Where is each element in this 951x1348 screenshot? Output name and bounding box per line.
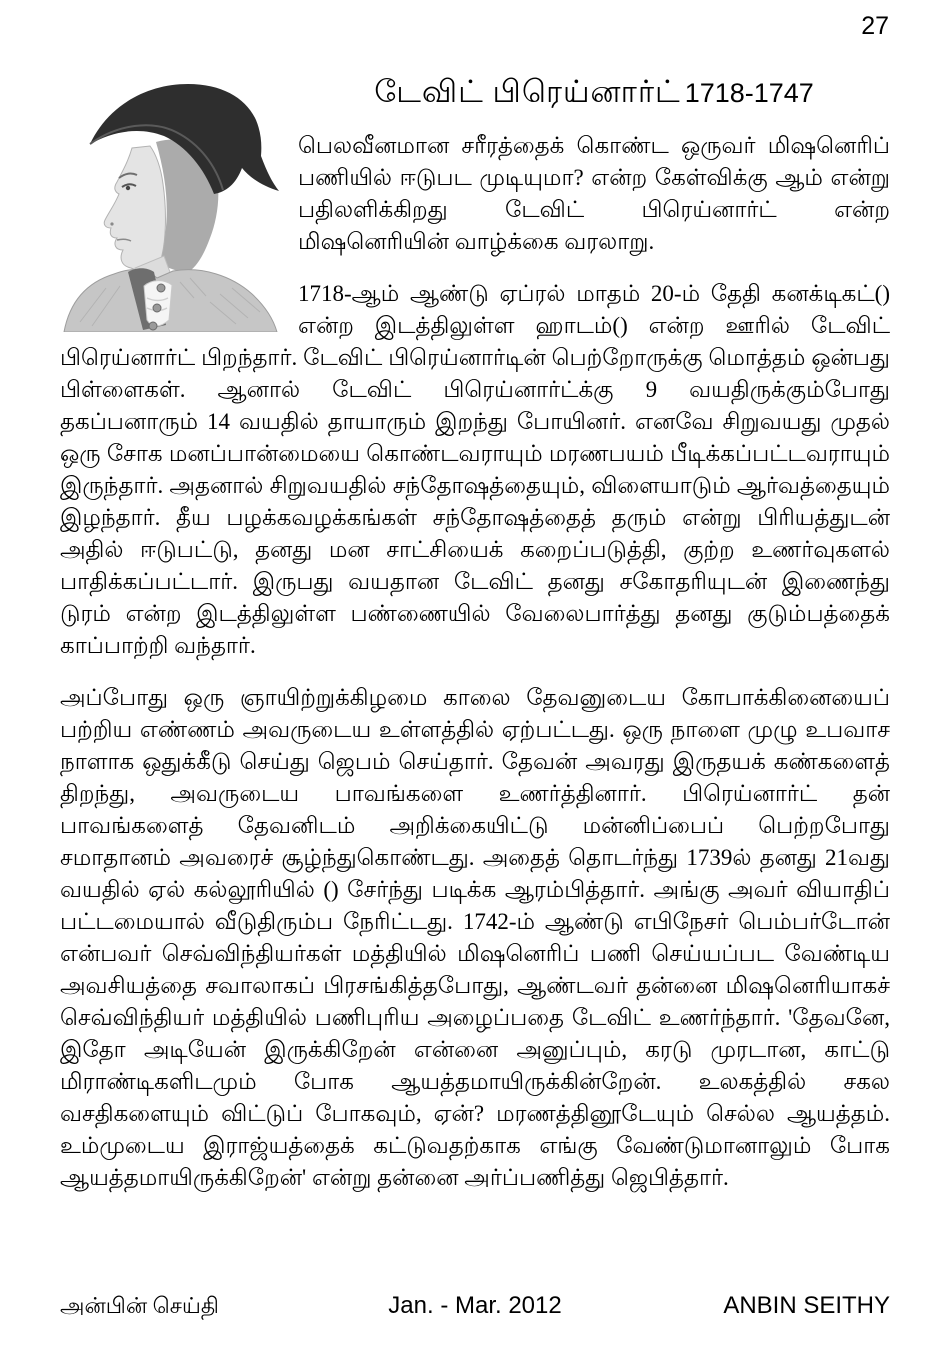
david-brainerd-portrait-sketch (60, 72, 282, 332)
footer-journal-tamil: அன்பின் செய்தி (60, 1293, 219, 1318)
intro-paragraph: பெலவீனமான சரீரத்தைக் கொண்ட ஒருவர் மிஷனெரிப் பணியில் ஈடுபட முடியுமா? என்ற கேள்விக்கு ஆம் என்று பதிலளிக்கிறது டேவிட் பிரெய்னார்ட் என்ற மிஷனெரியின் வாழ்க்கை வரலாறு. (298, 133, 890, 254)
conversion-paragraph: அப்போது ஒரு ஞாயிற்றுக்கிழமை காலை தேவனுடைய கோபாக்கினையைப் பற்றிய எண்ணம் அவருடைய உள்ளத்தில் ஏற்பட்டது. ஒரு நாளை முழு உபவாச நாளாக ஒதுக்கீடு செய்து ஜெபம் செய்தார். தேவன் அவரது இருதயக் கண்களைத் திறந்து, அவருடைய பாவங்களை உணர்த்தினார். பிரெய்னார்ட் தன் பாவங்களைத் தேவனிடம் அறிக்கையிட்டு மன்னிப்பைப் பெற்றபோது சமாதானம் அவரைச் சூழ்ந்துகொண்டது. அதைத் தொடர்ந்து 1739ல் தனது 21வது வயதில் ஏல் கல்லூரியில் () சேர்ந்து படிக்க ஆரம்பித்தார். அங்கு அவர் வியாதிப் பட்டமையால் வீடுதிரும்ப நேரிட்டது. 1742-ம் ஆண்டு எபிநேசர் பெம்பர்டோன் என்பவர் செவ்விந்தியர்கள் மத்தியில் மிஷனெரிப் பணி செய்யப்பட வேண்டிய அவசியத்தை சவாலாகப் பிரசங்கித்தபோது, ஆண்டவர் தன்னை மிஷனெரியாகச் செவ்விந்தியர் மத்தியில் பணிபுரிய அழைப்பதை டேவிட் உணர்ந்தார். 'தேவனே, இதோ அடியேன் இருக்கிறேன் என்னை அனுப்பும், கரடு முரடான, காட்டு மிராண்டிகளிடமும் போக ஆயத்தமாயிருக்கின்றேன். உலகத்தில் சகல வசதிகளையும் விட்டுப் போகவும், ஏன்? மரணத்தினூடேயும் செல்ல ஆயத்தம். உம்முடைய இராஜ்யத்தைக் கட்டுவதற்காக எங்கு வேண்டுமானாலும் போக ஆயத்தமாயிருக்கிறேன்' என்று தன்னை அர்ப்பணித்து ஜெபித்தார். (60, 685, 890, 1190)
article-title-tamil: டேவிட் பிரெய்னார்ட் (374, 74, 681, 109)
portrait-image (60, 72, 282, 332)
page-footer (60, 1292, 890, 1322)
footer-issue-date: Jan. - Mar. 2012 (388, 1292, 562, 1319)
early-life-paragraph: 1718-ஆம் ஆண்டு ஏப்ரல் மாதம் 20-ம் தேதி கனக்டிகட்() என்ற இடத்திலுள்ள ஹாடம்() என்ற ஊரில் டேவிட் பிரெய்னார்ட் பிறந்தார். டேவிட் பிரெய்னார்டின் பெற்றோருக்கு மொத்தம் ஒன்பது பிள்ளைகள். ஆனால் டேவிட் பிரெய்னார்ட்க்கு 9 வயதிருக்கும்போது தகப்பனாரும் 14 வயதில் தாயாரும் இறந்து போயினர். எனவே சிறுவயது முதல் ஒரு சோக மனப்பான்மையை கொண்டவராயும் மரணபயம் பீடிக்கப்பட்டவராயும் இருந்தார். அதனால் சிறுவயதில் சந்தோஷத்தையும், விளையாடும் ஆர்வத்தையும் இழந்தார். தீய பழக்கவழக்கங்கள் சந்தோஷத்தைத் தரும் என்று பிரியத்துடன் அதில் ஈடுபட்டு, தனது மன சாட்சியைக் கறைப்படுத்தி, குற்ற உணர்வுகளல் பாதிக்கப்பட்டார். இருபது வயதான டேவிட் தனது சகோதரியுடன் இணைந்து டுரம் என்ற இடத்திலுள்ள பண்ணையில் வேலைபார்த்து தனது குடும்பத்தைக் காப்பாற்றி வந்தார். (60, 281, 890, 658)
page-number: 27 (861, 12, 889, 40)
footer-journal-english: ANBIN SEITHY (723, 1292, 891, 1319)
article-content (60, 68, 890, 1194)
article-title-years: 1718-1747 (684, 78, 814, 108)
